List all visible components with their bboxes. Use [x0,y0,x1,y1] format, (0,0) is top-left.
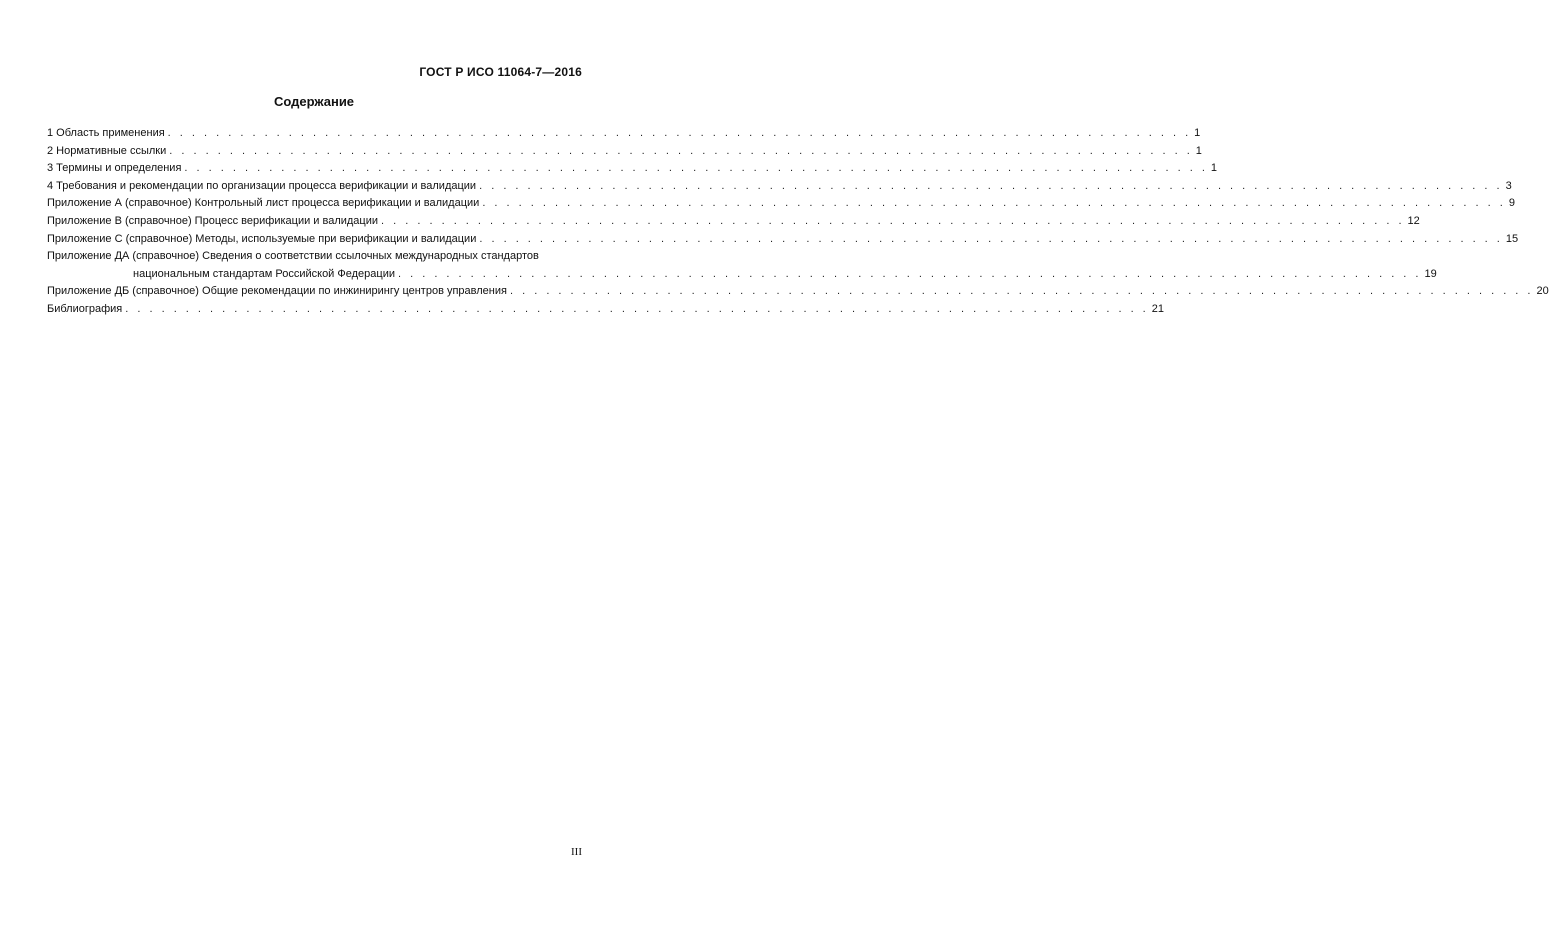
toc-entry-page: 21 [1151,302,1164,315]
toc-leader-dots [398,266,1422,284]
toc-entry-page: 1 [1195,144,1202,157]
toc-title: Содержание [273,94,355,109]
toc-entry-annex-c[interactable] [47,231,1519,249]
toc-entry-page: 12 [1407,214,1420,227]
toc-entry-terms-definitions[interactable] [47,160,1218,178]
toc-entry-page: 1 [1194,127,1201,139]
toc-leader-dots [479,231,1503,249]
toc-entry-scope[interactable] [47,125,1201,143]
toc-entry-page: 20 [1536,285,1549,298]
table-of-contents [47,125,1549,319]
toc-entry-page: 9 [1508,197,1515,210]
toc-entry-bibliography[interactable] [47,301,1164,319]
toc-entry-label: 3 Термины и определения [47,162,182,175]
toc-entry-requirements[interactable] [47,178,1512,196]
document-identifier: ГОСТ Р ИСО 11064-7—2016 [419,65,582,79]
toc-leader-dots [381,213,1405,231]
toc-entry-continuation [47,266,1437,284]
toc-entry-page: 1 [1210,162,1218,175]
toc-entry-page: 3 [1505,179,1512,192]
toc-entry-label-line1: Приложение ДА (справочное) Сведения о соответствии ссылочных международных стандартов [47,250,539,263]
toc-entry-annex-da[interactable] [47,248,1437,283]
toc-entry-page: 19 [1424,267,1437,280]
toc-leader-dots [482,195,1506,213]
toc-leader-dots [184,160,1208,178]
toc-entry-label: Приложение А (справочное) Контрольный лист процесса верификации и валидации [47,197,480,210]
toc-entry-label: 1 Область применения [47,127,165,139]
toc-entry-normative-references[interactable] [47,143,1202,161]
toc-entry-label: Библиография [47,302,123,315]
toc-entry-label: Приложение В (справочное) Процесс верификации и валидации [47,214,379,227]
toc-entry-label: 2 Нормативные ссылки [47,144,167,157]
toc-entry-annex-db[interactable] [47,283,1549,301]
toc-entry-label: Приложение ДБ (справочное) Общие рекомендации по инжинирингу центров управления [47,285,507,298]
toc-entry-annex-b[interactable] [47,213,1420,231]
toc-entry-label: Приложение С (справочное) Методы, используемые при верификации и валидации [47,232,477,245]
toc-entry-annex-a[interactable] [47,195,1515,213]
page-number: III [571,846,582,858]
toc-entry-page: 15 [1505,232,1519,245]
toc-entry-label: 4 Требования и рекомендации по организации процесса верификации и валидации [47,179,477,192]
toc-leader-dots [125,301,1149,319]
toc-entry-label-line2: национальным стандартам Российской Федерации [133,267,395,280]
toc-leader-dots [168,125,1192,143]
toc-leader-dots [169,143,1193,161]
toc-leader-dots [479,178,1503,196]
toc-leader-dots [510,283,1534,301]
